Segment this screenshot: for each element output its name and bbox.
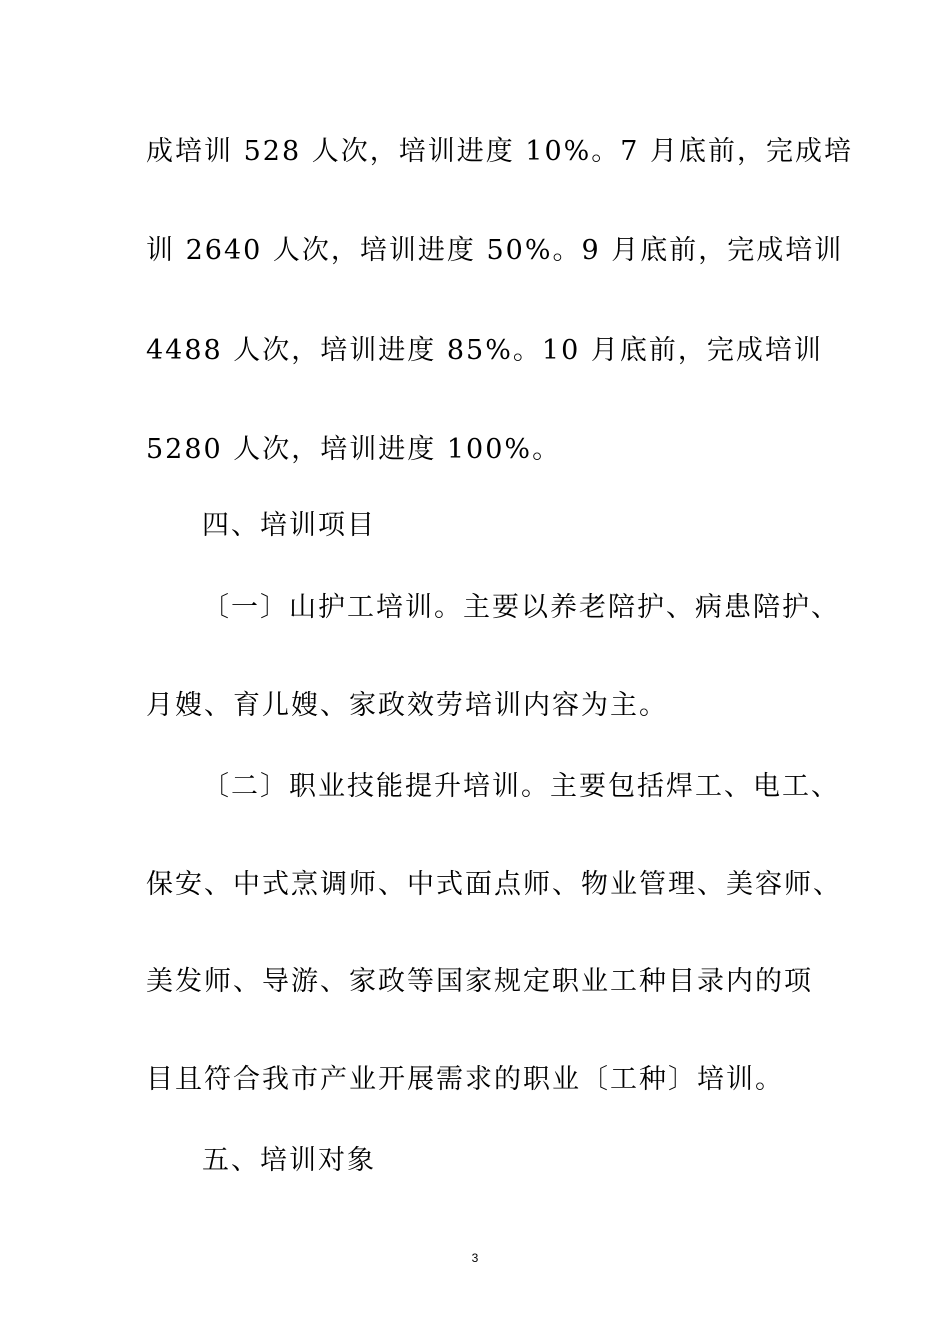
section-heading: 四、培训项目 [202, 510, 376, 541]
subsection-paragraph-line: 〔二〕职业技能提升培训。主要包括焊工、电工、 [202, 771, 840, 802]
body-text-line: 美发师、导游、家政等国家规定职业工种目录内的项 [146, 966, 813, 997]
page-number: 3 [471, 1251, 479, 1265]
subsection-paragraph-line: 〔一〕山护工培训。主要以养老陪护、病患陪护、 [202, 592, 840, 623]
body-text-line: 训 2640 人次，培训进度 50%。9 月底前，完成培训 [146, 235, 844, 266]
body-text-line: 月嫂、育儿嫂、家政效劳培训内容为主。 [146, 690, 668, 721]
body-text-line: 目且符合我市产业开展需求的职业〔工种〕培训。 [146, 1064, 784, 1095]
body-text-line: 保安、中式烹调师、中式面点师、物业管理、美容师、 [146, 869, 842, 900]
body-text-line: 4488 人次，培训进度 85%。10 月底前，完成培训 [146, 335, 823, 366]
body-text-line: 成培训 528 人次，培训进度 10%。7 月底前，完成培 [146, 136, 854, 167]
section-heading: 五、培训对象 [202, 1145, 376, 1176]
body-text-line: 5280 人次，培训进度 100%。 [146, 434, 562, 465]
